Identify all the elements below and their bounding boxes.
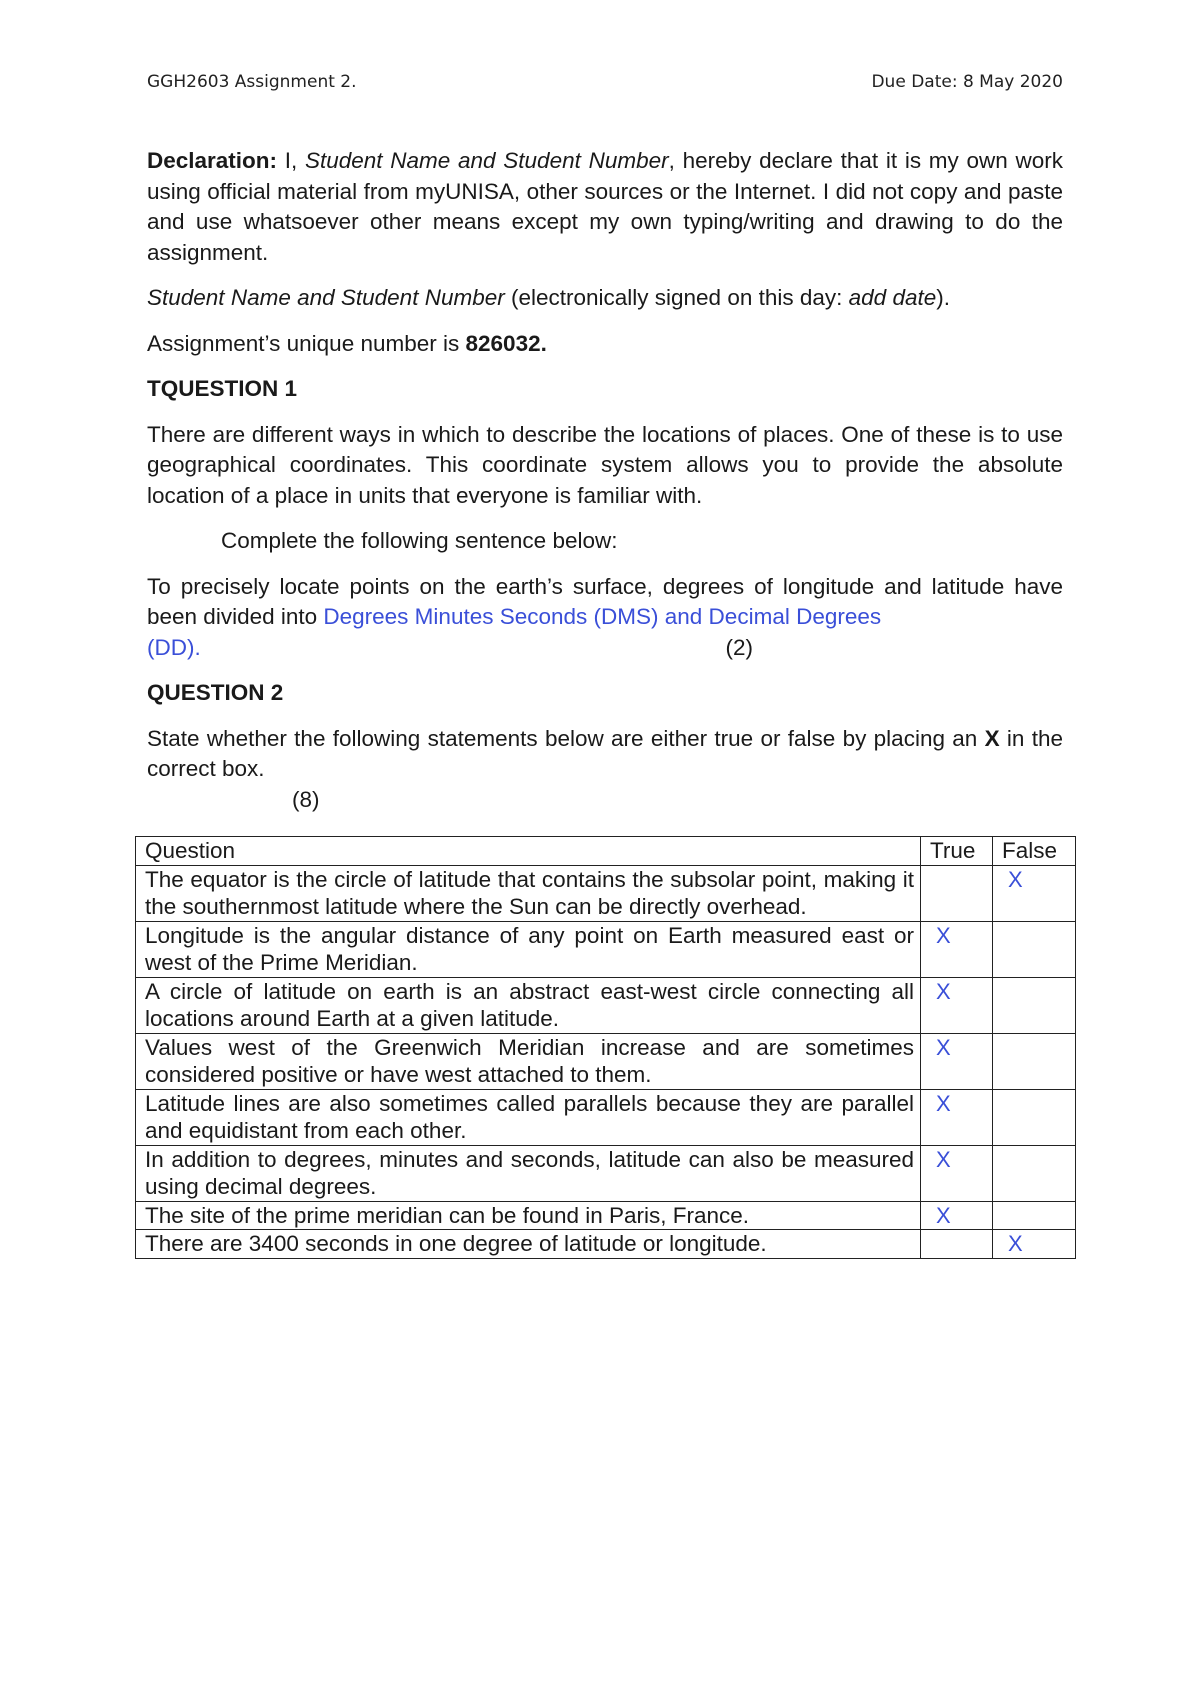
statement-cell: Longitude is the angular distance of any point on Earth measured east or west of the Prime Meridian. [136,921,921,977]
question-1-instruction: Complete the following sentence below: [221,528,618,553]
statement-cell: The equator is the circle of latitude that contains the subsolar point, making it the southernmost latitude where the Sun can be directly overhead. [136,865,921,921]
table-row [136,1089,1076,1145]
header-false: False [993,837,1076,866]
false-cell[interactable] [993,1033,1076,1089]
statement-cell: A circle of latitude on earth is an abstract east-west circle connecting all locations around Earth at a given latitude. [136,977,921,1033]
true-mark [930,867,936,892]
signature-name-placeholder: Student Name and Student Number [147,285,505,310]
question-2-instruction [147,724,1063,785]
true-cell[interactable] [921,1230,993,1259]
true-cell[interactable] [921,1089,993,1145]
question-1-answer-b: (DD). [147,634,201,660]
false-cell[interactable] [993,977,1076,1033]
false-mark: X [1008,866,1023,892]
true-mark [930,1231,936,1256]
false-cell[interactable] [993,921,1076,977]
header-true: True [921,837,993,866]
false-mark [1002,1147,1008,1172]
true-mark: X [936,978,951,1004]
true-cell[interactable] [921,1033,993,1089]
question-1-intro: There are different ways in which to describe the locations of places. One of these is to use geographical coordinates. This coordinate system allows you to provide the absolute location of a place in units that everyone is familiar with. [147,421,1063,508]
true-cell[interactable] [921,921,993,977]
question-2-instruction-x: X [984,725,1000,751]
question-1-marks: (2) [725,634,753,660]
false-cell[interactable] [993,1089,1076,1145]
unique-number-paragraph [147,329,1063,360]
declaration-text: , hereby declare that it is my own work using official material from myUNISA, other sources or the Internet. I did not copy and paste and use whatsoever other means except my own typing/writing and drawing to do the assignment. [147,148,1063,265]
false-mark [1002,1091,1008,1116]
false-mark [1002,1035,1008,1060]
question-1-sentence-text: To precisely locate points on the earth’s surface, degrees of longitude and latitude have been divided into [147,573,1063,629]
table-row [136,1201,1076,1230]
false-mark [1002,923,1008,948]
table-row [136,865,1076,921]
false-cell[interactable] [993,1145,1076,1201]
header-question: Question [136,837,921,866]
question-2-marks: (8) [292,786,320,812]
statement-cell: Latitude lines are also sometimes called parallels because they are parallel and equidistant from each other. [136,1089,921,1145]
table-row [136,977,1076,1033]
table-row [136,921,1076,977]
false-mark [1002,979,1008,1004]
true-cell[interactable] [921,1145,993,1201]
false-cell[interactable] [993,1201,1076,1230]
table-row [136,1230,1076,1259]
question-1-answer-line [147,633,1063,664]
table-row [136,1033,1076,1089]
declaration-paragraph [147,146,1063,268]
true-mark: X [936,922,951,948]
signature-paragraph [147,283,1063,314]
statement-cell: There are 3400 seconds in one degree of latitude or longitude. [136,1230,921,1259]
signature-text-a: (electronically signed on this day: [504,285,849,310]
statement-cell: In addition to degrees, minutes and seconds, latitude can also be measured using decimal degrees. [136,1145,921,1201]
true-mark: X [936,1034,951,1060]
false-mark [1002,1203,1008,1228]
false-mark: X [1008,1231,1023,1256]
declaration-label: Declaration: [147,148,278,173]
table-row [136,1145,1076,1201]
question-1-sentence [147,572,1063,633]
document-body [147,146,1063,815]
unique-number-text: Assignment’s unique number is [147,330,466,356]
true-mark: X [936,1146,951,1172]
question-2-instruction-a: State whether the following statements below are either true or false by placing an [147,725,985,751]
question-1-heading: TQUESTION 1 [147,376,298,401]
false-cell[interactable] [993,1230,1076,1259]
signature-date-placeholder: add date [848,285,937,310]
true-cell[interactable] [921,977,993,1033]
question-1-answer-a: Degrees Minutes Seconds (DMS) and Decimal Degrees [323,604,882,629]
true-cell[interactable] [921,865,993,921]
true-cell[interactable] [921,1201,993,1230]
true-mark: X [936,1202,951,1228]
question-2-instruction-b: in the correct box. [147,725,1063,781]
false-cell[interactable] [993,865,1076,921]
true-mark: X [936,1090,951,1116]
table-header-row [136,837,1076,866]
statement-cell: Values west of the Greenwich Meridian increase and are sometimes considered positive or have west attached to them. [136,1033,921,1089]
signature-text-b: ). [936,285,950,310]
true-false-table [135,836,1076,1259]
due-date: Due Date: 8 May 2020 [871,72,1063,92]
course-title: GGH2603 Assignment 2. [147,72,357,92]
declaration-name-placeholder: Student Name and Student Number [305,148,669,173]
unique-number-value: 826032. [465,330,547,356]
question-2-heading: QUESTION 2 [147,680,284,705]
declaration-intro: I, [277,148,305,173]
statement-cell: The site of the prime meridian can be found in Paris, France. [136,1201,921,1230]
